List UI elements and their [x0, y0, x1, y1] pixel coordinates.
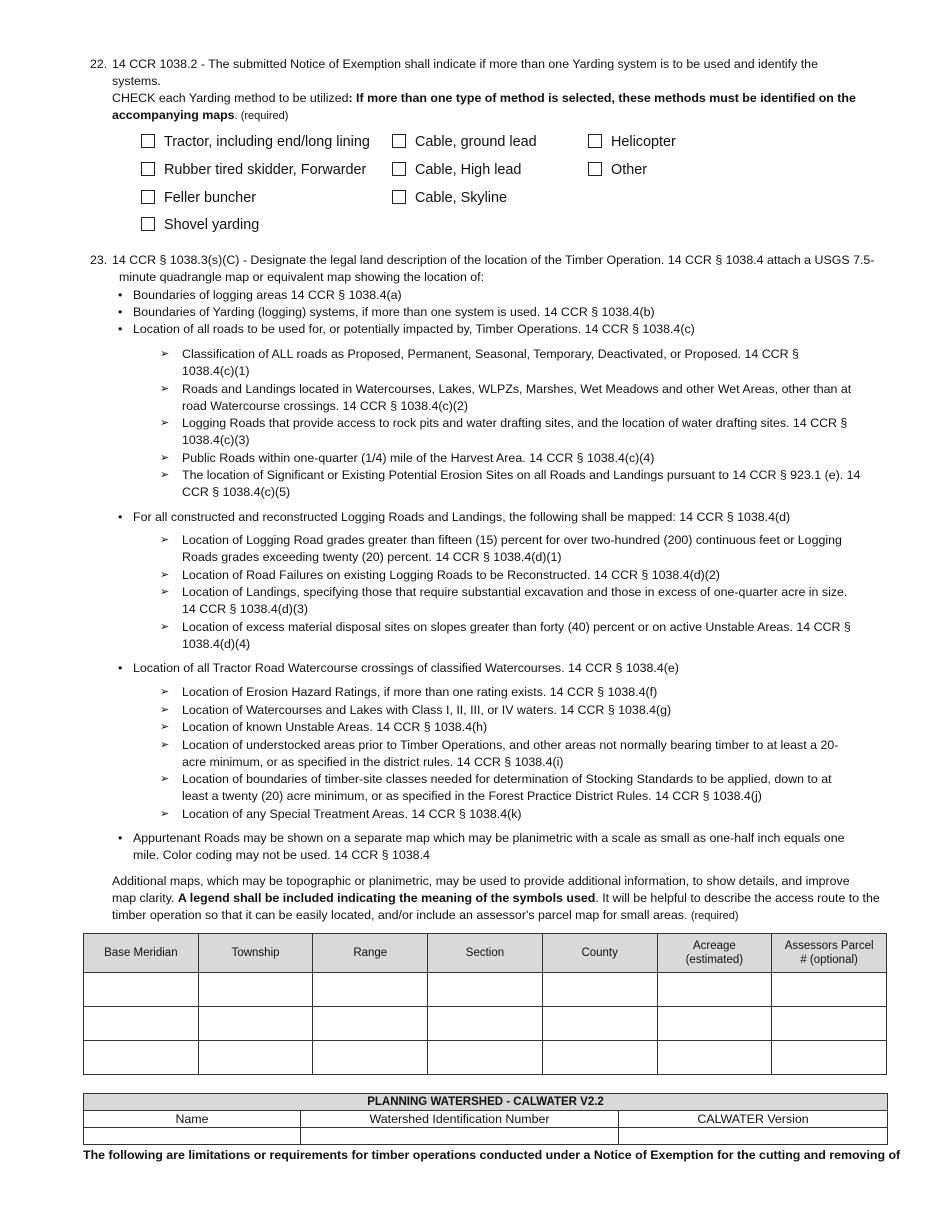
header-township: Township [198, 934, 313, 973]
arrow-bullet-icon: ➢ [160, 348, 170, 360]
list-item: ➢ The location of Significant or Existing Potential Erosion Sites on all Roads and Landings pursuant to 14 CCR § 923.1 (e). 14 [160, 468, 861, 482]
table-cell-input[interactable] [313, 1007, 428, 1041]
list-item: ➢ Location of Landings, specifying those that require substantial excavation and those in excess of one-quarter acre in size. [160, 585, 848, 599]
arrow-bullet-icon: ➢ [160, 721, 170, 733]
table-row [84, 1007, 887, 1041]
list-item: • Boundaries of Yarding (logging) systems, if more than one system is used. 14 CCR § 1038.4(b) [118, 304, 655, 321]
checkbox[interactable] [141, 134, 155, 148]
arrow-bullet-icon: ➢ [160, 704, 170, 716]
arrow-bullet-icon: ➢ [160, 534, 170, 546]
list-item: • For all constructed and reconstructed Logging Roads and Landings, the following shall be mapped: 14 CCR § 1038.4(d) [118, 509, 790, 526]
item-23-line1: 14 CCR § 1038.3(s)(C) - Designate the legal land description of the location of the Timber Operation. 14 CCR § 1038.4 attach a USGS 7.5- [112, 253, 875, 267]
table-row [84, 973, 887, 1007]
option-tractor[interactable]: Tractor, including end/long lining [141, 132, 370, 152]
checkbox[interactable] [392, 162, 406, 176]
header-acreage: Acreage (estimated) [657, 934, 772, 973]
list-item: ➢ Classification of ALL roads as Proposed, Permanent, Seasonal, Temporary, Deactivated, or Proposed. 14 CCR § [160, 347, 799, 361]
list-item: ➢ Location of known Unstable Areas. 14 CCR § 1038.4(h) [160, 720, 488, 734]
item-22-line1: 14 CCR 1038.2 - The submitted Notice of Exemption shall indicate if more than one Yarding system is to be used and identify the [112, 57, 818, 71]
list-item: ➢ Roads and Landings located in Watercourses, Lakes, WLPZs, Marshes, Wet Meadows and other Wet Areas, other than at [160, 382, 852, 396]
watershed-name-input[interactable] [84, 1128, 301, 1145]
header-county: County [542, 934, 657, 973]
checkbox[interactable] [141, 162, 155, 176]
list-item-cont: 14 CCR § 1038.4(d)(3) [182, 602, 309, 616]
option-helicopter[interactable]: Helicopter [588, 132, 676, 152]
list-item-cont: acre minimum, or as specified in the district rules. 14 CCR § 1038.4(i) [182, 755, 564, 769]
item-22-number: 22. [90, 57, 108, 71]
checkbox[interactable] [392, 190, 406, 204]
list-item: ➢ Logging Roads that provide access to rock pits and water drafting sites, and the location of water drafting sites. 14 CCR § [160, 416, 848, 430]
table-cell-input[interactable] [84, 1007, 199, 1041]
list-item-cont: road Watercourse crossings. 14 CCR § 1038.4(c)(2) [182, 399, 469, 413]
arrow-bullet-icon: ➢ [160, 417, 170, 429]
list-item: ➢ Location of any Special Treatment Areas. 14 CCR § 1038.4(k) [160, 807, 522, 821]
arrow-bullet-icon: ➢ [160, 452, 170, 464]
list-item: ➢ Location of Erosion Hazard Ratings, if more than one rating exists. 14 CCR § 1038.4(f) [160, 685, 658, 699]
table-cell-input[interactable] [772, 1041, 887, 1075]
col-watershed-id: Watershed Identification Number [301, 1111, 619, 1128]
option-other[interactable]: Other [588, 160, 647, 180]
list-item: • Appurtenant Roads may be shown on a separate map which may be planimetric with a scale as small as one-half inch equals one [118, 830, 844, 847]
table-cell-input[interactable] [772, 973, 887, 1007]
table-cell-input[interactable] [428, 1007, 543, 1041]
calwater-version-input[interactable] [619, 1128, 888, 1145]
table-cell-input[interactable] [542, 973, 657, 1007]
legal-description-table [83, 933, 887, 1075]
table-cell-input[interactable] [657, 1041, 772, 1075]
list-item: ➢ Public Roads within one-quarter (1/4) mile of the Harvest Area. 14 CCR § 1038.4(c)(4) [160, 451, 655, 465]
option-cable-high-lead[interactable]: Cable, High lead [392, 160, 521, 180]
watershed-title: PLANNING WATERSHED - CALWATER V2.2 [84, 1094, 888, 1111]
table-cell-input[interactable] [428, 1041, 543, 1075]
option-cable-ground-lead[interactable]: Cable, ground lead [392, 132, 537, 152]
option-rubber-tired-skidder[interactable]: Rubber tired skidder, Forwarder [141, 160, 366, 180]
arrow-bullet-icon: ➢ [160, 586, 170, 598]
table-cell-input[interactable] [313, 1041, 428, 1075]
table-cell-input[interactable] [198, 1041, 313, 1075]
table-cell-input[interactable] [84, 973, 199, 1007]
table-cell-input[interactable] [542, 1041, 657, 1075]
planning-watershed-table [83, 1093, 888, 1145]
list-item-cont: least a twenty (20) acre minimum, or as specified in the Forest Practice District Rules. 14 CCR § 1038.4(j) [182, 789, 762, 803]
list-item-cont: CCR § 1038.4(c)(5) [182, 485, 291, 499]
option-shovel-yarding[interactable]: Shovel yarding [141, 215, 259, 235]
list-item: • Location of all Tractor Road Watercourse crossings of classified Watercourses. 14 CCR § 1038.4(e) [118, 660, 679, 677]
table-cell-input[interactable] [198, 1007, 313, 1041]
table-row [84, 1041, 887, 1075]
checkbox[interactable] [141, 190, 155, 204]
arrow-bullet-icon: ➢ [160, 569, 170, 581]
table-cell-input[interactable] [84, 1041, 199, 1075]
list-item: ➢ Location of understocked areas prior to Timber Operations, and other areas not normally bearing timber to at least a 20- [160, 738, 839, 752]
item-23-line2: minute quadrangle map or equivalent map showing the location of: [119, 270, 485, 284]
arrow-bullet-icon: ➢ [160, 469, 170, 481]
list-item: ➢ Location of boundaries of timber-site classes needed for determination of Stocking Standards to be applied, down to at [160, 772, 832, 786]
list-item-cont: 1038.4(d)(4) [182, 637, 251, 651]
item-22-check-instruction-2: accompanying maps. (required) [112, 108, 289, 122]
table-cell-input[interactable] [657, 973, 772, 1007]
table-cell-input[interactable] [657, 1007, 772, 1041]
table-cell-input[interactable] [313, 973, 428, 1007]
list-item: • Location of all roads to be used for, or potentially impacted by, Timber Operations. 14 CCR § 1038.4(c) [118, 321, 695, 338]
header-section: Section [428, 934, 543, 973]
list-item: ➢ Location of Logging Road grades greater than fifteen (15) percent for over two-hundred (200) continuous feet or Logging [160, 533, 842, 547]
checkbox[interactable] [392, 134, 406, 148]
checkbox[interactable] [588, 162, 602, 176]
additional-maps-line2: map clarity. A legend shall be included indicating the meaning of the symbols used. It will be helpful to describe the access route to the [112, 891, 880, 905]
arrow-bullet-icon: ➢ [160, 773, 170, 785]
checkbox[interactable] [141, 217, 155, 231]
table-cell-input[interactable] [772, 1007, 887, 1041]
list-item-cont: Roads grades exceeding twenty (20) percent. 14 CCR § 1038.4(d)(1) [182, 550, 562, 564]
item-23-number: 23. [90, 253, 108, 267]
arrow-bullet-icon: ➢ [160, 686, 170, 698]
checkbox[interactable] [588, 134, 602, 148]
arrow-bullet-icon: ➢ [160, 383, 170, 395]
arrow-bullet-icon: ➢ [160, 621, 170, 633]
list-item-cont: mile. Color coding may not be used. 14 CCR § 1038.4 [133, 848, 430, 862]
header-base-meridian: Base Meridian [84, 934, 199, 973]
additional-maps-line1: Additional maps, which may be topographic or planimetric, may be used to provide additional information, to show details, and improve [112, 874, 850, 888]
table-cell-input[interactable] [542, 1007, 657, 1041]
list-item: ➢ Location of Road Failures on existing Logging Roads to be Reconstructed. 14 CCR § 1038.4(d)(2) [160, 568, 720, 582]
option-cable-skyline[interactable]: Cable, Skyline [392, 188, 507, 208]
list-item: ➢ Location of Watercourses and Lakes with Class I, II, III, or IV waters. 14 CCR § 1038.4(g) [160, 703, 672, 717]
header-assessors-parcel: Assessors Parcel # (optional) [772, 934, 887, 973]
list-item: • Boundaries of logging areas 14 CCR § 1038.4(a) [118, 287, 402, 304]
footer-limitations: The following are limitations or requirements for timber operations conducted under a Notice of Exemption for the cutting and removing of [83, 1148, 901, 1162]
table-row [84, 1128, 888, 1145]
col-calwater-version: CALWATER Version [619, 1111, 888, 1128]
table-cell-input[interactable] [428, 973, 543, 1007]
header-range: Range [313, 934, 428, 973]
list-item-cont: 1038.4(c)(3) [182, 433, 250, 447]
col-name: Name [84, 1111, 301, 1128]
item-22-line2: systems. [112, 74, 161, 88]
watershed-id-input[interactable] [301, 1128, 619, 1145]
arrow-bullet-icon: ➢ [160, 808, 170, 820]
list-item-cont: 1038.4(c)(1) [182, 364, 250, 378]
list-item: ➢ Location of excess material disposal sites on slopes greater than forty (40) percent or on active Unstable Areas. 14 CCR § [160, 620, 851, 634]
additional-maps-line3: timber operation so that it can be easily located, and/or include an assessor's parcel map for small areas. (required) [112, 908, 739, 922]
option-feller-buncher[interactable]: Feller buncher [141, 188, 256, 208]
table-cell-input[interactable] [198, 973, 313, 1007]
item-22-check-instruction: CHECK each Yarding method to be utilized: If more than one type of method is selected, these methods must be identified on the [112, 91, 856, 105]
arrow-bullet-icon: ➢ [160, 739, 170, 751]
